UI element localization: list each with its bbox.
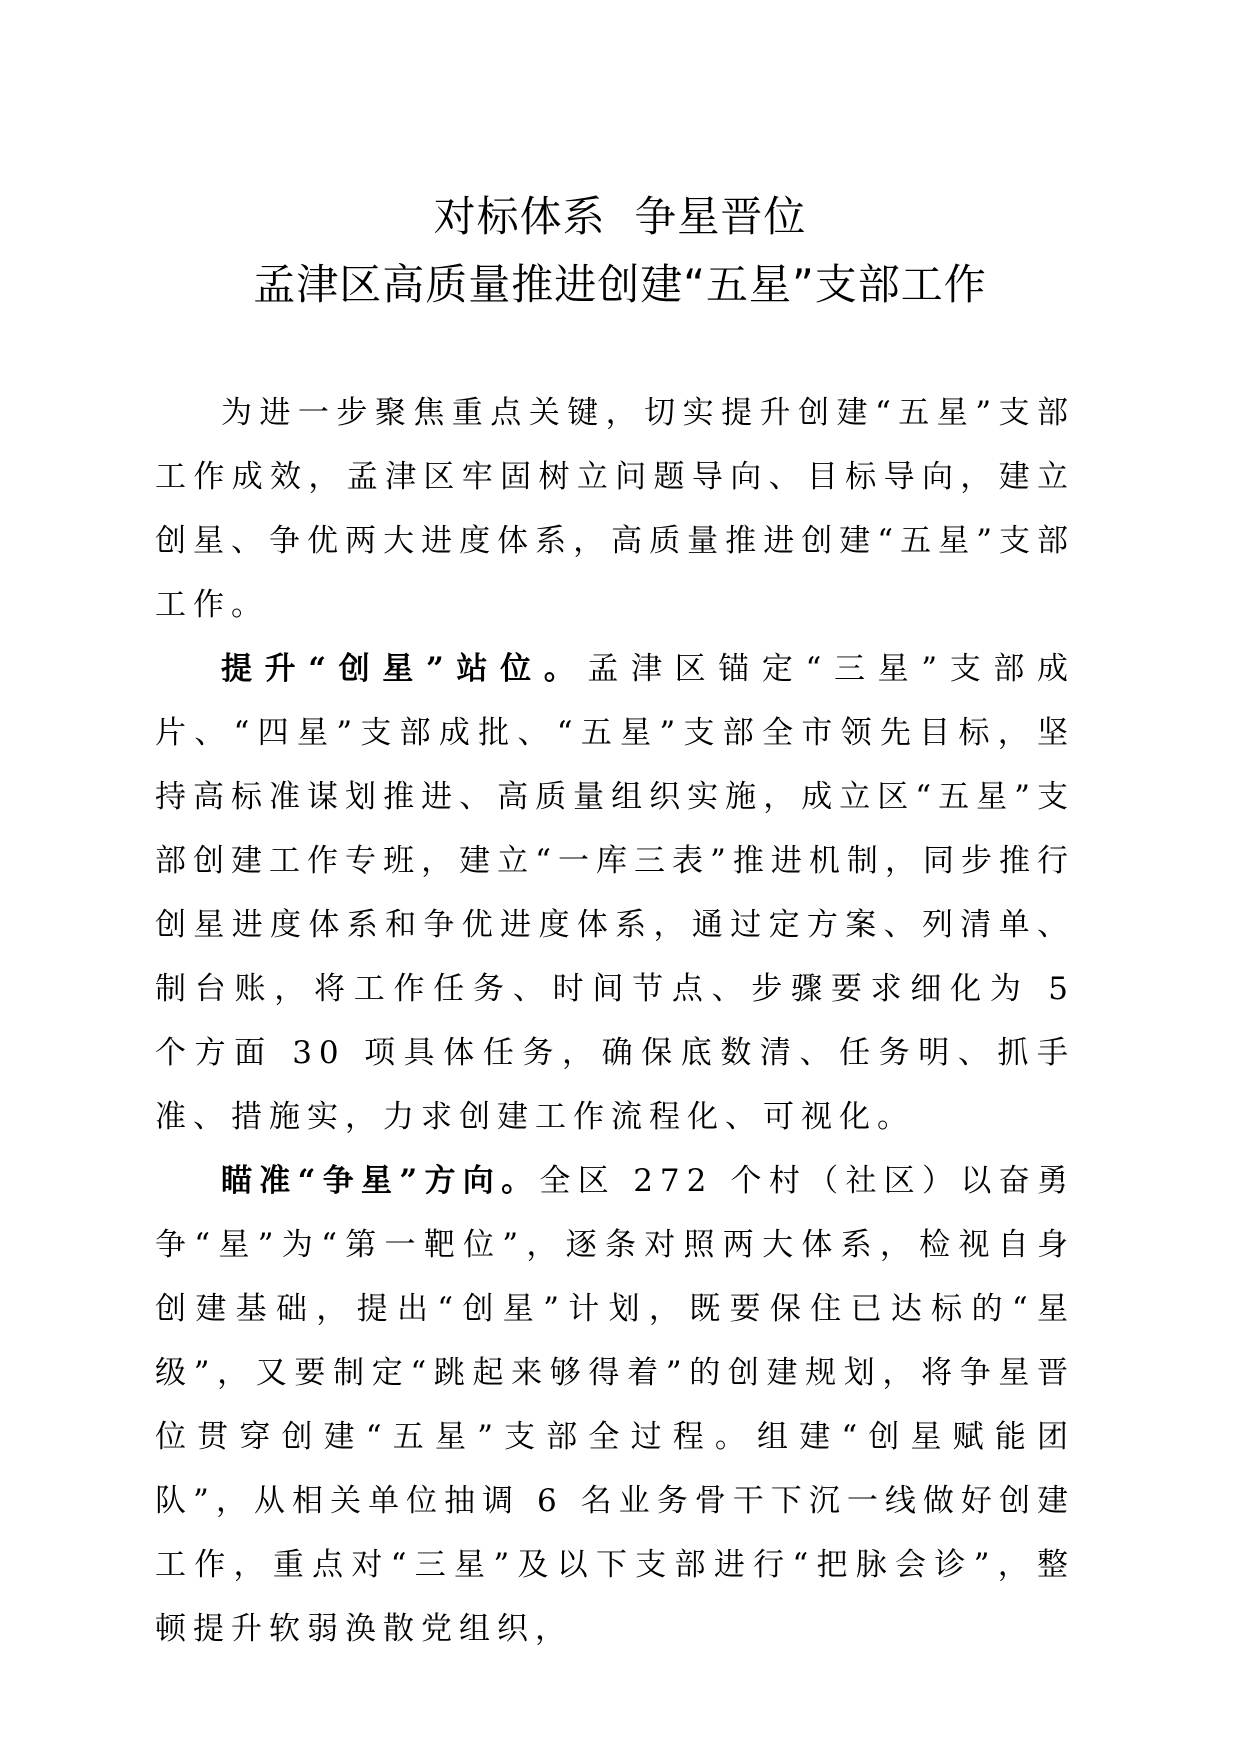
paragraph-intro <box>155 381 1075 637</box>
document-body <box>155 381 1075 1661</box>
paragraph-text: 全区 272 个村（社区）以奋勇争“星”为“第一靶位”，逐条对照两大体系，检视自身创建基础，提出“创星”计划，既要保住已达标的“星级”，又要制定“跳起来够得着”的创建规划，将争星晋位贯穿创建“五星”支部全过程。组建“创星赋能团队”，从相关单位抽调 6 名业务骨干下沉一线做好创建工作，重点对“三星”及以下支部进行“把脉会诊”，整顿提升软弱涣散党组织， <box>155 1163 1075 1647</box>
paragraph-lead-heading: 瞄准“争星”方向。 <box>221 1163 540 1199</box>
document-title <box>0 183 1240 319</box>
title-line-1: 对标体系 争星晋位 <box>433 192 807 241</box>
paragraph-raise-position <box>155 637 1075 1149</box>
paragraph-text: 孟津区锚定“三星”支部成片、“四星”支部成批、“五星”支部全市领先目标，坚持高标准谋划推进、高质量组织实施，成立区“五星”支部创建工作专班，建立“一库三表”推进机制，同步推行创星进度体系和争优进度体系，通过定方案、列清单、制台账，将工作任务、时间节点、步骤要求细化为 5 个方面 30 项具体任务，确保底数清、任务明、抓手准、措施实，力求创建工作流程化、可视化。 <box>155 651 1075 1135</box>
paragraph-aim-direction <box>155 1149 1075 1661</box>
title-line-2: 孟津区高质量推进创建“五星”支部工作 <box>253 260 987 309</box>
paragraph-lead-heading: 提升“创星”站位。 <box>221 651 588 687</box>
paragraph-text: 为进一步聚焦重点关键，切实提升创建“五星”支部工作成效，孟津区牢固树立问题导向、目标导向，建立创星、争优两大进度体系，高质量推进创建“五星”支部工作。 <box>155 395 1075 623</box>
